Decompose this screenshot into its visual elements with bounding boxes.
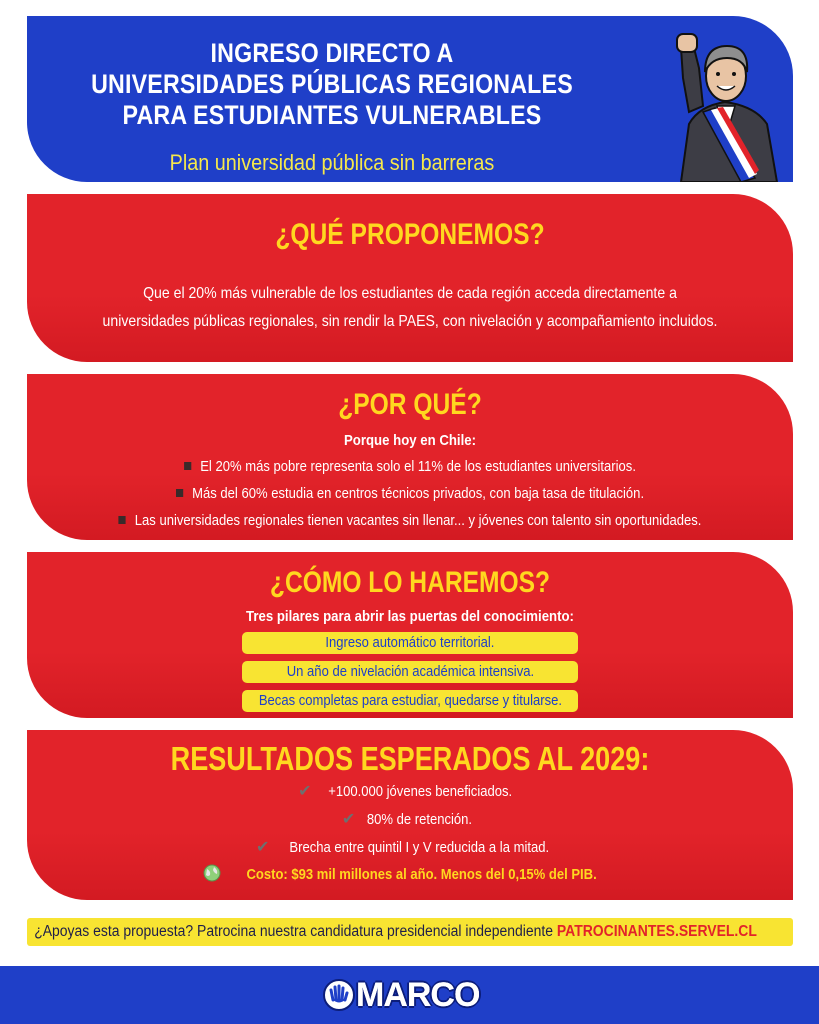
list-item: Más del 60% estudia en centros técnicos privados, con baja tasa de titulación. <box>65 481 754 508</box>
cost-text: Costo: $93 mil millones al año. Menos del 0,15% del PIB. <box>246 867 598 883</box>
cost-line <box>27 862 793 889</box>
logo-text: MARCO <box>356 976 480 1014</box>
square-bullet-icon <box>119 516 126 524</box>
globe-icon <box>203 864 221 882</box>
results-section <box>27 730 793 900</box>
brand-logo <box>322 978 498 1012</box>
pillar-item: Ingreso automático territorial. <box>242 632 578 654</box>
pillar-item: Becas completas para estudiar, quedarse y titularse. <box>242 690 578 712</box>
results-list <box>27 778 793 889</box>
square-bullet-icon <box>176 489 183 497</box>
cta-text: ¿Apoyas esta propuesta? Patrocina nuestra candidatura presidencial independiente <box>34 923 554 940</box>
page-subtitle: Plan universidad pública sin barreras <box>169 150 495 175</box>
checkmark-icon: ✔ <box>298 783 312 800</box>
list-item: ✔ Brecha entre quintil I y V reducida a la mitad. <box>27 834 793 862</box>
propose-heading: ¿QUÉ PROPONEMOS? <box>275 218 545 251</box>
title-line-1: INGRESO DIRECTO A <box>210 38 454 68</box>
checkmark-icon: ✔ <box>256 839 270 856</box>
pillar-list <box>27 632 793 712</box>
propose-line-2: universidades públicas regionales, sin rendir la PAES, con nivelación y acompañamiento incluidos. <box>102 313 718 330</box>
page-title <box>70 38 595 131</box>
title-line-3: PARA ESTUDIANTES VULNERABLES <box>122 100 542 130</box>
pillar-item: Un año de nivelación académica intensiva. <box>242 661 578 683</box>
why-section <box>27 374 793 540</box>
results-heading: RESULTADOS ESPERADOS AL 2029: <box>170 740 650 777</box>
list-item: Las universidades regionales tienen vacantes sin llenar... y jóvenes con talento sin oportunidades. <box>65 508 754 535</box>
candidate-caricature-icon <box>659 28 793 182</box>
how-heading: ¿CÓMO LO HAREMOS? <box>269 566 551 599</box>
propose-section <box>27 194 793 362</box>
why-heading: ¿POR QUÉ? <box>338 388 482 421</box>
header-banner <box>27 16 793 182</box>
list-item: ✔ 80% de retención. <box>27 806 793 834</box>
list-item: El 20% más pobre representa solo el 11% de los estudiantes universitarios. <box>65 454 754 481</box>
propose-line-1: Que el 20% más vulnerable de los estudiantes de cada región acceda directamente a <box>143 285 677 302</box>
cta-link[interactable]: PATROCINANTES.SERVEL.CL <box>556 923 757 940</box>
how-section <box>27 552 793 718</box>
hand-wave-icon <box>322 978 356 1012</box>
why-lead: Porque hoy en Chile: <box>343 432 476 449</box>
title-line-2: UNIVERSIDADES PÚBLICAS REGIONALES <box>91 69 573 99</box>
footer-bar <box>0 966 819 1024</box>
square-bullet-icon <box>184 462 191 470</box>
why-bullet-list <box>27 454 793 535</box>
checkmark-icon: ✔ <box>341 811 356 828</box>
how-lead: Tres pilares para abrir las puertas del conocimiento: <box>246 608 574 625</box>
propose-text <box>73 280 747 336</box>
cta-bar <box>27 918 793 946</box>
list-item: ✔ +100.000 jóvenes beneficiados. <box>27 778 793 806</box>
